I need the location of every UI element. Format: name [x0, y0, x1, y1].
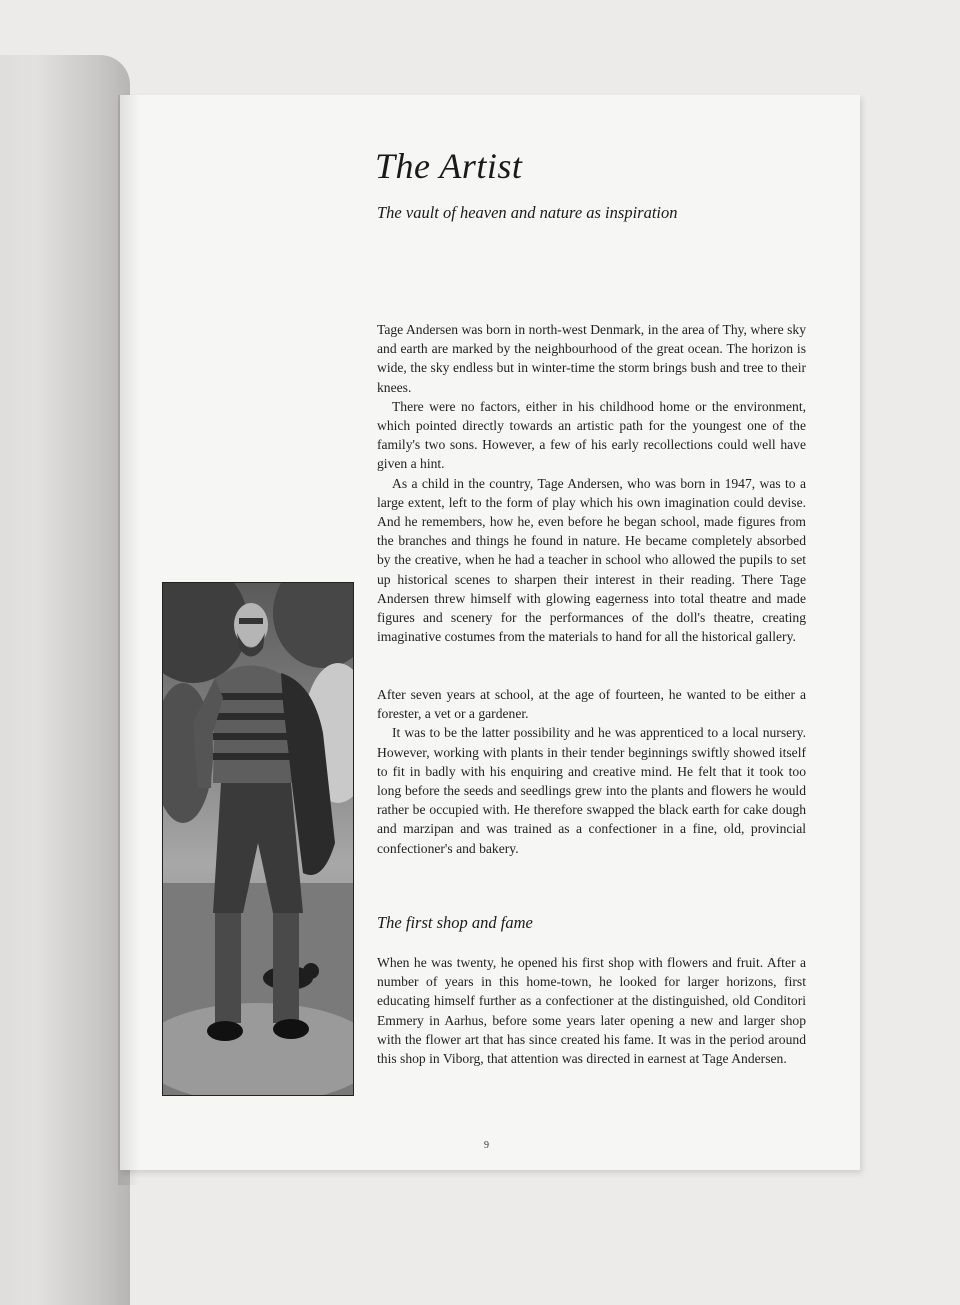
section-three-text: [377, 953, 806, 1068]
paragraph: Tage Andersen was born in north-west Denmark, in the area of Thy, where sky and earth are marked by the neighbourhood of the great ocean. The horizon is wide, the sky endless but in winter-time the storm brings bush and tree to their knees.: [377, 322, 806, 395]
section-two-text: [377, 685, 806, 858]
paragraph: As a child in the country, Tage Andersen, who was born in 1947, was to a large extent, left to the form of play which his own imagination could devise. And he remembers, how he, even before he began school, made figures from the branches and things he found in nature. He became completely absorbed by the creative, when he had a teacher in school who allowed the pupils to set up historical scenes to sharpen their interest in their reading. There Tage Andersen threw himself with glowing eagerness into total theatre and made figures and scenery for the performances of the doll's theatre, creating imaginative costumes from the materials to hand for all the historical gallery.: [377, 475, 806, 645]
page-subtitle: The vault of heaven and nature as inspiration: [377, 203, 678, 222]
paragraph: There were no factors, either in his childhood home or the environment, which pointed directly towards an artistic path for the youngest one of the family's two sons. However, a few of his early recollections could well have given a hint.: [377, 398, 806, 472]
book-page: [120, 95, 860, 1170]
portrait-photo-icon: [163, 583, 353, 1095]
left-page-edge: [0, 55, 130, 1305]
gutter-shadow: [118, 95, 140, 1185]
section-one-text: [377, 320, 806, 646]
paragraph: It was to be the latter possibility and he was apprenticed to a local nursery. However, working with plants in their tender beginnings swiftly showed itself to fit in badly with his enquiring and creative mind. He felt that it took too long before the seeds and seedlings grew into the plants and flowers he would rather be occupied with. He therefore swapped the black earth for cake dough and marzipan and was trained as a confectioner in a fine, old, provincial confectioner's and bakery.: [377, 725, 806, 856]
page-number: 9: [484, 1140, 489, 1151]
section-heading: The first shop and fame: [377, 913, 533, 932]
portrait-photo: [162, 582, 354, 1096]
page-title: The Artist: [375, 146, 523, 186]
paragraph: After seven years at school, at the age of fourteen, he wanted to be either a forester, a vet or a gardener.: [377, 687, 806, 722]
paragraph: When he was twenty, he opened his first shop with flowers and fruit. After a number of years in this home-town, he looked for larger horizons, first educating himself further as a confectioner at the distinguished, old Conditori Emmery in Aarhus, before some years later opening a new and larger shop with the flower art that has since created his fame. It was in the period around this shop in Viborg, that attention was directed in earnest at Tage Andersen.: [377, 955, 806, 1067]
